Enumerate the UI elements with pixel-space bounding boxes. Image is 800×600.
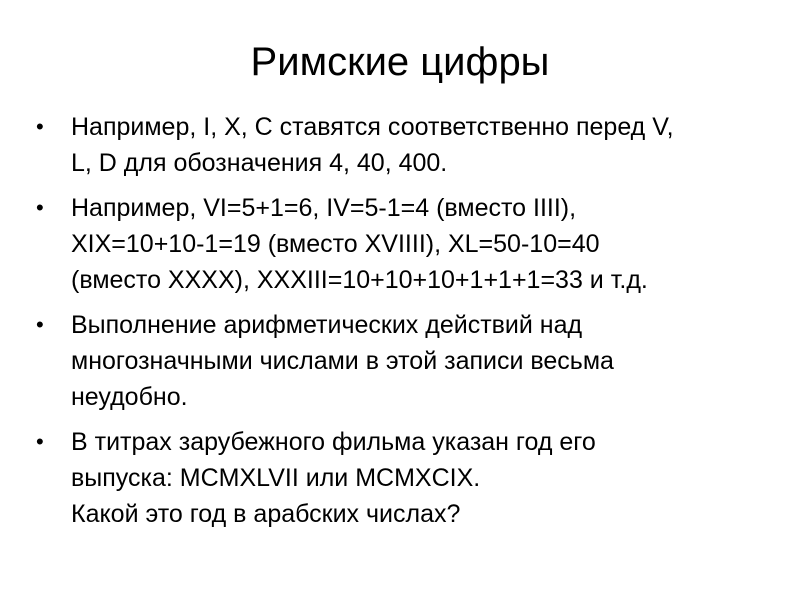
- bullet-icon: •: [36, 195, 44, 220]
- bullet-line: многозначными числами в этой записи весьма: [71, 347, 614, 375]
- bullet-item: [36, 190, 776, 298]
- bullet-line: L, D для обозначения 4, 40, 400.: [71, 149, 448, 177]
- bullet-icon: •: [36, 114, 44, 139]
- bullet-icon: •: [36, 429, 44, 454]
- bullet-list: [36, 109, 776, 541]
- bullet-item: [36, 109, 776, 181]
- bullet-line: (вместо XXXX), XXXIII=10+10+10+1+1+1=33 и т.д.: [71, 266, 648, 294]
- bullet-line: выпуска: MCMXLVII или MCMXCIX.: [71, 464, 481, 492]
- bullet-line: В титрах зарубежного фильма указан год его: [71, 428, 596, 456]
- bullet-line: Выполнение арифметических действий над: [71, 311, 583, 339]
- slide-title: Римские цифры: [250, 40, 550, 84]
- bullet-item: [36, 307, 776, 415]
- bullet-item: [36, 424, 776, 532]
- bullet-line: Например, I, X, C ставятся соответственно перед V,: [71, 113, 674, 141]
- bullet-line: Например, VI=5+1=6, IV=5-1=4 (вместо IIII),: [71, 194, 577, 222]
- bullet-line: XIX=10+10-1=19 (вместо XVIIII), XL=50-10=40: [71, 230, 600, 258]
- bullet-line: неудобно.: [71, 383, 188, 411]
- bullet-icon: •: [36, 312, 44, 337]
- bullet-line: Какой это год в арабских числах?: [71, 500, 461, 528]
